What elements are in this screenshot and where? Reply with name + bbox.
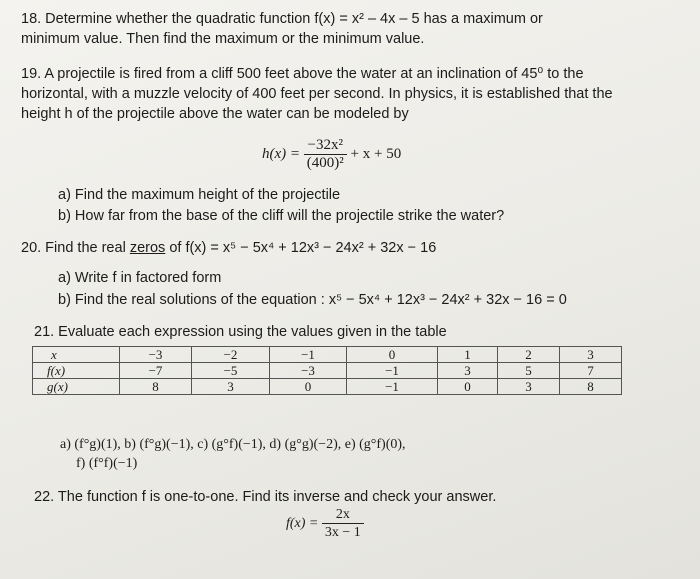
table-header-fx: f(x) xyxy=(33,363,120,379)
q21-expressions-line1: a) (f°g)(1), b) (f°g)(−1), c) (g°f)(−1), d) (g°g)(−2), e) (g°f)(0), xyxy=(60,437,406,452)
q22-eq-lhs: f(x) = xyxy=(286,516,319,531)
table-cell: 8 xyxy=(120,379,192,395)
table-cell: 3 xyxy=(192,379,270,395)
table-cell: −5 xyxy=(192,363,270,379)
table-cell: −3 xyxy=(270,363,347,379)
table-cell: −3 xyxy=(120,347,192,363)
table-cell: 8 xyxy=(560,379,622,395)
q19-eq-fraction xyxy=(304,137,347,172)
q19-part-a: a) Find the maximum height of the projectile xyxy=(58,187,341,203)
table-row-x xyxy=(33,347,622,363)
table-cell: −1 xyxy=(347,379,438,395)
q21-line1: 21. Evaluate each expression using the values given in the table xyxy=(34,324,447,340)
q19-eq-lhs: h(x) = xyxy=(262,146,301,162)
table-cell: 3 xyxy=(498,379,560,395)
table-cell: 1 xyxy=(438,347,498,363)
table-cell: 7 xyxy=(560,363,622,379)
q22-equation xyxy=(286,505,364,543)
table-cell: 2 xyxy=(498,347,560,363)
table-cell: 0 xyxy=(270,379,347,395)
q22-eq-fraction xyxy=(322,506,364,541)
q22-eq-denominator: 3x − 1 xyxy=(324,525,361,541)
q22-line1: 22. The function f is one-to-one. Find its inverse and check your answer. xyxy=(34,489,497,505)
table-row-fx xyxy=(33,363,622,379)
q19-eq-denominator: (400)² xyxy=(306,155,344,172)
q20-part-a: a) Write f in factored form xyxy=(58,270,222,286)
q20-line1 xyxy=(21,238,436,258)
table-row-gx xyxy=(33,379,622,395)
table-cell: 0 xyxy=(438,379,498,395)
q19-part-b: b) How far from the base of the cliff will the projectile strike the water? xyxy=(58,208,505,224)
q22-eq-numerator: 2x xyxy=(322,506,364,524)
table-cell: −1 xyxy=(270,347,347,363)
q18-line1: 18. Determine whether the quadratic function f(x) = x² – 4x – 5 has a maximum or xyxy=(21,11,543,27)
table-cell: 3 xyxy=(438,363,498,379)
q18-line2: minimum value. Then find the maximum or the minimum value. xyxy=(21,31,425,47)
q20-part-b: b) Find the real solutions of the equation : x⁵ − 5x⁴ + 12x³ − 24x² + 32x − 16 = 0 xyxy=(58,292,567,308)
table-cell: 5 xyxy=(498,363,560,379)
q19-line3: height h of the projectile above the water can be modeled by xyxy=(21,106,409,122)
table-cell: 0 xyxy=(347,347,438,363)
table-header-gx: g(x) xyxy=(33,379,120,395)
q19-line2: horizontal, with a muzzle velocity of 400 feet per second. In physics, it is established that the xyxy=(21,86,613,102)
q19-line1: 19. A projectile is fired from a cliff 500 feet above the water at an inclination of 45⁰ to the xyxy=(21,66,584,82)
q19-eq-rest: + x + 50 xyxy=(350,146,402,162)
q19-equation xyxy=(262,135,401,173)
q20-prefix: 20. Find the real xyxy=(21,240,130,256)
table-header-x: x xyxy=(33,347,120,363)
table-cell: −2 xyxy=(192,347,270,363)
q20-underlined-word: zeros xyxy=(129,240,166,256)
table-cell: 3 xyxy=(560,347,622,363)
table-cell: −7 xyxy=(120,363,192,379)
q20-suffix: of f(x) = x⁵ − 5x⁴ + 12x³ − 24x² + 32x − 16 xyxy=(165,240,437,256)
values-table xyxy=(32,346,622,395)
table-cell: −1 xyxy=(347,363,438,379)
q19-eq-numerator: −32x² xyxy=(304,137,347,155)
q21-expressions-line2: f) (f°f)(−1) xyxy=(76,456,138,471)
